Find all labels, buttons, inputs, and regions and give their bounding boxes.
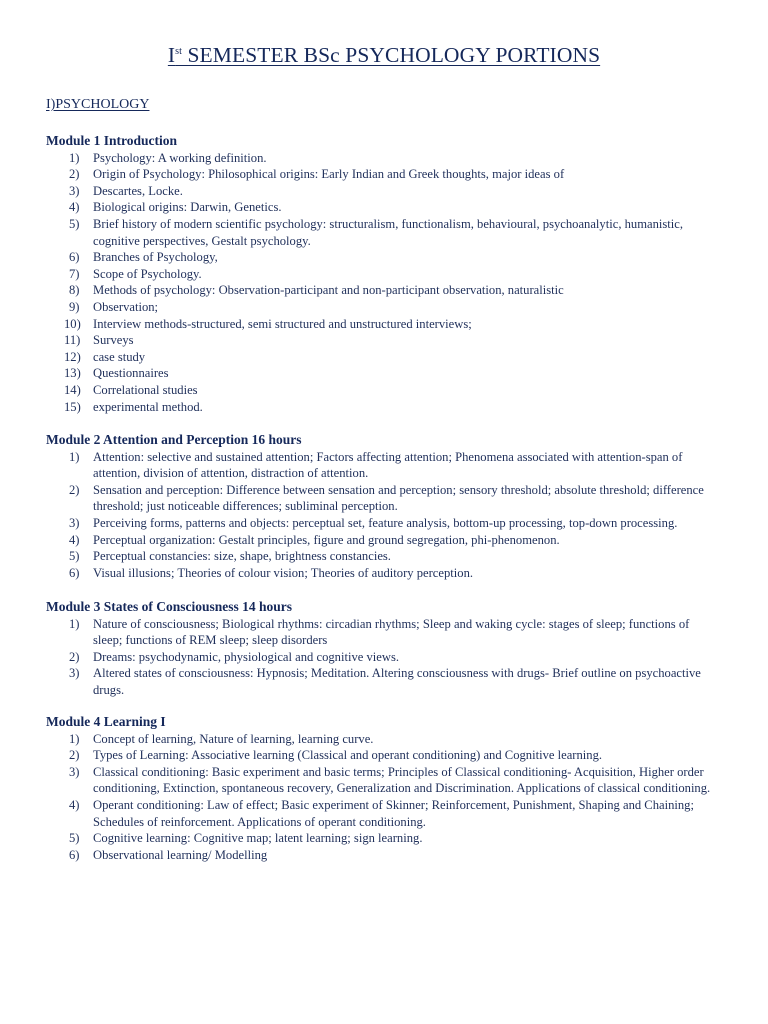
title-rest: SEMESTER BSc PSYCHOLOGY PORTIONS <box>182 43 601 67</box>
list-item <box>46 847 726 864</box>
list-item-text: Perceptual constancies: size, shape, brightness constancies. <box>93 549 391 564</box>
list-item-text: Classical conditioning: Basic experiment and basic terms; Principles of Classical conditioning- Acquisition, Higher order conditioning, Extinction, spontaneous recovery, Generalization and Discrimination. Applications of classical conditioning. <box>93 764 711 796</box>
list-item-number: 2) <box>69 167 80 182</box>
module-item-list <box>46 150 726 416</box>
list-item <box>46 382 726 399</box>
list-item-text: Types of Learning: Associative learning (Classical and operant conditioning) and Cognitive learning. <box>93 748 603 763</box>
list-item-number: 13) <box>64 366 81 381</box>
list-item <box>46 649 726 666</box>
list-item-text: Biological origins: Darwin, Genetics. <box>93 200 282 215</box>
list-item-number: 4) <box>69 797 80 812</box>
module-title: Module 4 Learning I <box>46 714 166 729</box>
list-item-number: 14) <box>64 382 81 397</box>
list-item <box>46 665 726 698</box>
list-item <box>46 266 726 283</box>
list-item-text: Operant conditioning: Law of effect; Basic experiment of Skinner; Reinforcement, Punishment, Shaping and Chaining; Schedules of reinforcement. Applications of operant conditioning. <box>93 797 694 829</box>
list-item <box>46 183 726 200</box>
list-item-number: 8) <box>69 283 80 298</box>
list-item <box>46 282 726 299</box>
list-item-text: Observational learning/ Modelling <box>93 847 268 862</box>
list-item-text: Descartes, Locke. <box>93 183 183 198</box>
title-prefix: I <box>167 43 176 67</box>
module-item-list <box>46 616 726 699</box>
module-3 <box>46 599 726 699</box>
list-item-number: 3) <box>69 764 80 779</box>
list-item <box>46 349 726 366</box>
list-item <box>46 249 726 266</box>
list-item-number: 3) <box>69 666 80 681</box>
list-item <box>46 565 726 582</box>
list-item-text: Concept of learning, Nature of learning, learning curve. <box>93 731 374 746</box>
list-item-number: 10) <box>64 316 81 331</box>
list-item-number: 1) <box>69 731 80 746</box>
list-item <box>46 830 726 847</box>
list-item-text: Sensation and perception: Difference between sensation and perception; sensory threshold; absolute threshold; difference threshold; just noticeable differences; subliminal perception. <box>93 482 704 514</box>
list-item-number: 2) <box>69 482 80 497</box>
list-item-text: Nature of consciousness; Biological rhythms: circadian rhythms; Sleep and waking cycle: stages of sleep; functions of sleep; functions of REM sleep; sleep disorders <box>93 616 690 648</box>
list-item-number: 1) <box>69 449 80 464</box>
list-item <box>46 482 726 515</box>
list-item-text: Psychology: A working definition. <box>93 150 267 165</box>
list-item <box>46 166 726 183</box>
list-item-number: 15) <box>64 399 81 414</box>
list-item-text: Perceiving forms, patterns and objects: perceptual set, feature analysis, bottom-up processing, top-down processing. <box>93 515 678 530</box>
list-item-number: 12) <box>64 349 81 364</box>
list-item-text: Surveys <box>93 333 134 348</box>
list-item-text: Interview methods-structured, semi structured and unstructured interviews; <box>93 316 472 331</box>
list-item-text: Branches of Psychology, <box>93 250 218 265</box>
list-item <box>46 797 726 830</box>
list-item <box>46 449 726 482</box>
list-item-number: 1) <box>69 616 80 631</box>
module-item-list <box>46 731 726 864</box>
title-superscript: st <box>175 45 182 57</box>
list-item <box>46 731 726 748</box>
list-item-number: 2) <box>69 748 80 763</box>
list-item-text: Perceptual organization: Gestalt principles, figure and ground segregation, phi-phenomenon. <box>93 532 560 547</box>
list-item-number: 5) <box>69 549 80 564</box>
list-item <box>46 299 726 316</box>
list-item <box>46 365 726 382</box>
list-item <box>46 316 726 333</box>
module-2 <box>46 432 726 581</box>
module-title: Module 3 States of Consciousness 14 hours <box>46 599 293 614</box>
list-item-number: 3) <box>69 183 80 198</box>
list-item-number: 6) <box>69 565 80 580</box>
list-item-number: 3) <box>69 515 80 530</box>
list-item <box>46 747 726 764</box>
list-item-number: 5) <box>69 216 80 231</box>
module-4 <box>46 714 726 863</box>
module-title: Module 2 Attention and Perception 16 hours <box>46 432 302 447</box>
module-item-list <box>46 449 726 582</box>
module-1 <box>46 133 726 415</box>
list-item-text: Cognitive learning: Cognitive map; latent learning; sign learning. <box>93 831 423 846</box>
page-title <box>0 40 768 70</box>
list-item-text: Questionnaires <box>93 366 169 381</box>
list-item-text: Visual illusions; Theories of colour vision; Theories of auditory perception. <box>93 565 474 580</box>
list-item <box>46 548 726 565</box>
list-item-number: 4) <box>69 532 80 547</box>
list-item-text: Altered states of consciousness: Hypnosis; Meditation. Altering consciousness with drugs- Brief outline on psychoactive drugs. <box>93 666 701 697</box>
list-item <box>46 399 726 416</box>
section-heading: I)PSYCHOLOGY <box>46 97 150 112</box>
list-item-text: Dreams: psychodynamic, physiological and cognitive views. <box>93 649 400 664</box>
list-item-text: Scope of Psychology. <box>93 266 202 281</box>
list-item-number: 1) <box>69 150 80 165</box>
list-item <box>46 616 726 649</box>
list-item <box>46 532 726 549</box>
list-item-text: Methods of psychology: Observation-participant and non-participant observation, naturalistic <box>93 283 564 298</box>
list-item <box>46 150 726 167</box>
list-item-text: experimental method. <box>93 399 203 414</box>
list-item <box>46 199 726 216</box>
list-item-text: Brief history of modern scientific psychology: structuralism, functionalism, behavioural, psychoanalytic, humanistic, cognitive perspectives, Gestalt psychology. <box>93 216 684 248</box>
list-item-number: 4) <box>69 200 80 215</box>
list-item-number: 2) <box>69 649 80 664</box>
list-item-text: Observation; <box>93 299 159 314</box>
list-item <box>46 332 726 349</box>
list-item-text: Origin of Psychology: Philosophical origins: Early Indian and Greek thoughts, major ideas of <box>93 167 565 182</box>
list-item-number: 11) <box>64 333 81 348</box>
list-item-number: 6) <box>69 847 80 862</box>
list-item-text: Attention: selective and sustained attention; Factors affecting attention; Phenomena associated with attention-span of attention, division of attention, distraction of attention. <box>93 449 683 481</box>
list-item-number: 9) <box>69 299 80 314</box>
list-item <box>46 515 726 532</box>
list-item-text: Correlational studies <box>93 382 198 397</box>
module-title: Module 1 Introduction <box>46 133 178 148</box>
list-item-number: 5) <box>69 831 80 846</box>
list-item-number: 7) <box>69 266 80 281</box>
list-item <box>46 216 726 249</box>
list-item-number: 6) <box>69 250 80 265</box>
list-item-text: case study <box>93 349 146 364</box>
list-item <box>46 764 726 797</box>
